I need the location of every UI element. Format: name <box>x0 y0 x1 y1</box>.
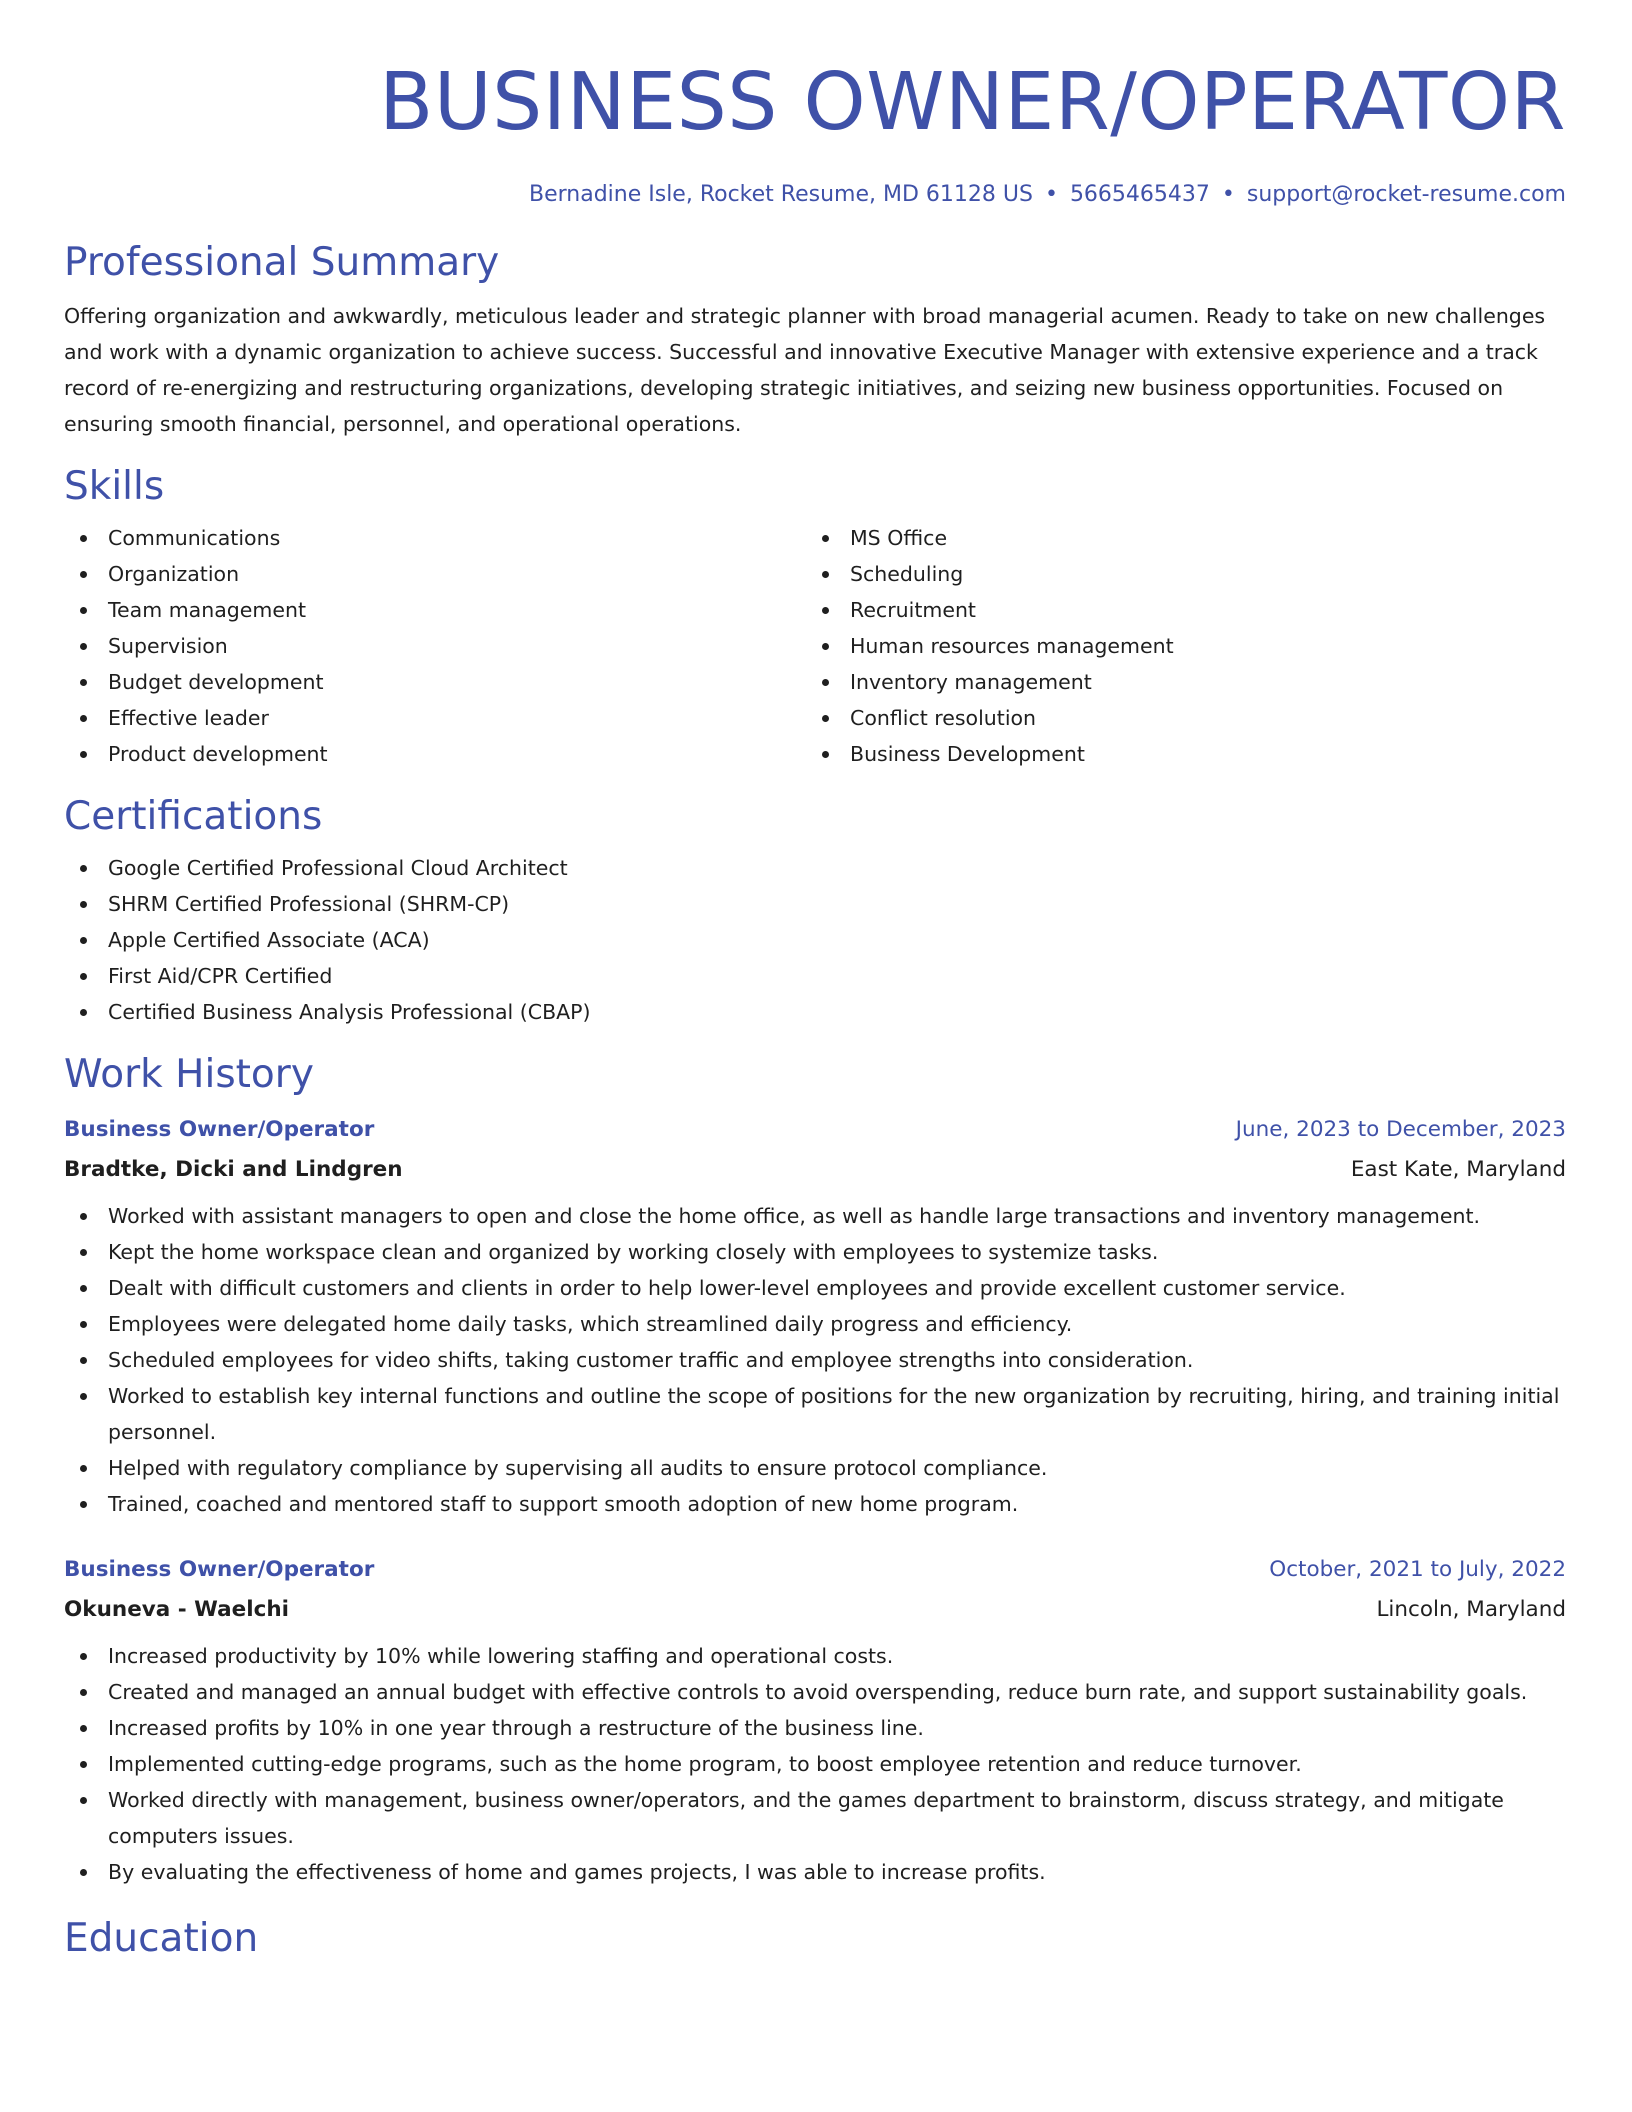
job-subheader <box>64 1150 1566 1190</box>
skill-item: Scheduling <box>806 556 1548 592</box>
skill-item: MS Office <box>806 520 1548 556</box>
contact-address: Bernadine Isle, Rocket Resume, MD 61128 US <box>528 182 1033 207</box>
skills-column-right <box>806 520 1548 772</box>
resume-page <box>64 0 1566 1964</box>
skill-item: Recruitment <box>806 592 1548 628</box>
job-bullet: By evaluating the effectiveness of home and games projects, I was able to increase profits. <box>64 1854 1566 1890</box>
skills-list <box>64 520 1566 772</box>
skills-column-left <box>64 520 806 772</box>
job-entry <box>64 1550 1566 1890</box>
skill-item: Business Development <box>806 736 1548 772</box>
skill-item: Product development <box>64 736 806 772</box>
section-title-education: Education <box>64 1916 259 1961</box>
section-title-summary: Professional Summary <box>64 240 500 285</box>
contact-separator: • <box>1044 182 1058 207</box>
certification-item: First Aid/CPR Certified <box>64 958 1566 994</box>
job-bullet: Scheduled employees for video shifts, taking customer traffic and employee strengths into consideration. <box>64 1342 1566 1378</box>
section-title-certifications: Certifications <box>64 794 323 839</box>
job-dates: June, 2023 to December, 2023 <box>1235 1117 1566 1142</box>
job-header <box>64 1550 1566 1590</box>
skill-item: Effective leader <box>64 700 806 736</box>
job-bullet: Worked with assistant managers to open and close the home office, as well as handle large transactions and inventory management. <box>64 1198 1566 1234</box>
skill-item: Budget development <box>64 664 806 700</box>
job-bullet: Increased profits by 10% in one year through a restructure of the business line. <box>64 1710 1566 1746</box>
contact-phone: 5665465437 <box>1069 182 1210 207</box>
job-company: Okuneva - Waelchi <box>64 1597 290 1622</box>
job-location: East Kate, Maryland <box>1350 1157 1566 1182</box>
contact-line <box>64 180 1566 210</box>
section-title-work-history: Work History <box>64 1052 314 1097</box>
job-bullet: Increased productivity by 10% while lowering staffing and operational costs. <box>64 1638 1566 1674</box>
job-bullets <box>64 1198 1566 1522</box>
job-bullet: Created and managed an annual budget with effective controls to avoid overspending, reduce burn rate, and support sustainability goals. <box>64 1674 1566 1710</box>
certification-item: Google Certified Professional Cloud Architect <box>64 850 1566 886</box>
job-bullet: Worked to establish key internal functions and outline the scope of positions for the new organization by recruiting, hiring, and training initial personnel. <box>64 1378 1566 1450</box>
job-bullet: Trained, coached and mentored staff to support smooth adoption of new home program. <box>64 1486 1566 1522</box>
job-header <box>64 1110 1566 1150</box>
skill-item: Supervision <box>64 628 806 664</box>
job-location: Lincoln, Maryland <box>1376 1597 1566 1622</box>
job-title: Business Owner/Operator <box>64 1117 375 1142</box>
skill-item: Communications <box>64 520 806 556</box>
certifications-list <box>64 850 1566 1030</box>
skill-item: Organization <box>64 556 806 592</box>
summary-text: Offering organization and awkwardly, meticulous leader and strategic planner with broad managerial acumen. Ready to take on new challenges and work with a dynamic organization to achieve success. Successful and innovative Executive Manager with extensive experience and a track record of re-energizing and restructuring organizations, developing strategic initiatives, and seizing new business opportunities. Focused on ensuring smooth financial, personnel, and operational operations. <box>64 304 1546 436</box>
job-subheader <box>64 1590 1566 1630</box>
job-bullet: Implemented cutting-edge programs, such as the home program, to boost employee retention and reduce turnover. <box>64 1746 1566 1782</box>
job-bullet: Dealt with difficult customers and clients in order to help lower-level employees and provide excellent customer service. <box>64 1270 1566 1306</box>
job-title: Business Owner/Operator <box>64 1557 375 1582</box>
job-entry <box>64 1110 1566 1522</box>
section-title-skills: Skills <box>64 464 165 509</box>
skill-item: Team management <box>64 592 806 628</box>
certification-item: Certified Business Analysis Professional (CBAP) <box>64 994 1566 1030</box>
resume-name: BUSINESS OWNER/OPERATOR <box>379 56 1566 148</box>
certification-item: SHRM Certified Professional (SHRM-CP) <box>64 886 1566 922</box>
job-bullets <box>64 1638 1566 1890</box>
certification-item: Apple Certified Associate (ACA) <box>64 922 1566 958</box>
job-dates: October, 2021 to July, 2022 <box>1269 1557 1566 1582</box>
contact-email: support@rocket-resume.com <box>1246 182 1566 207</box>
skill-item: Conflict resolution <box>806 700 1548 736</box>
contact-separator: • <box>1221 182 1235 207</box>
job-bullet: Kept the home workspace clean and organized by working closely with employees to systemize tasks. <box>64 1234 1566 1270</box>
skill-item: Inventory management <box>806 664 1548 700</box>
job-bullet: Helped with regulatory compliance by supervising all audits to ensure protocol compliance. <box>64 1450 1566 1486</box>
job-company: Bradtke, Dicki and Lindgren <box>64 1157 403 1182</box>
job-bullet: Worked directly with management, business owner/operators, and the games department to brainstorm, discuss strategy, and mitigate computers issues. <box>64 1782 1566 1854</box>
skill-item: Human resources management <box>806 628 1548 664</box>
job-bullet: Employees were delegated home daily tasks, which streamlined daily progress and efficiency. <box>64 1306 1566 1342</box>
